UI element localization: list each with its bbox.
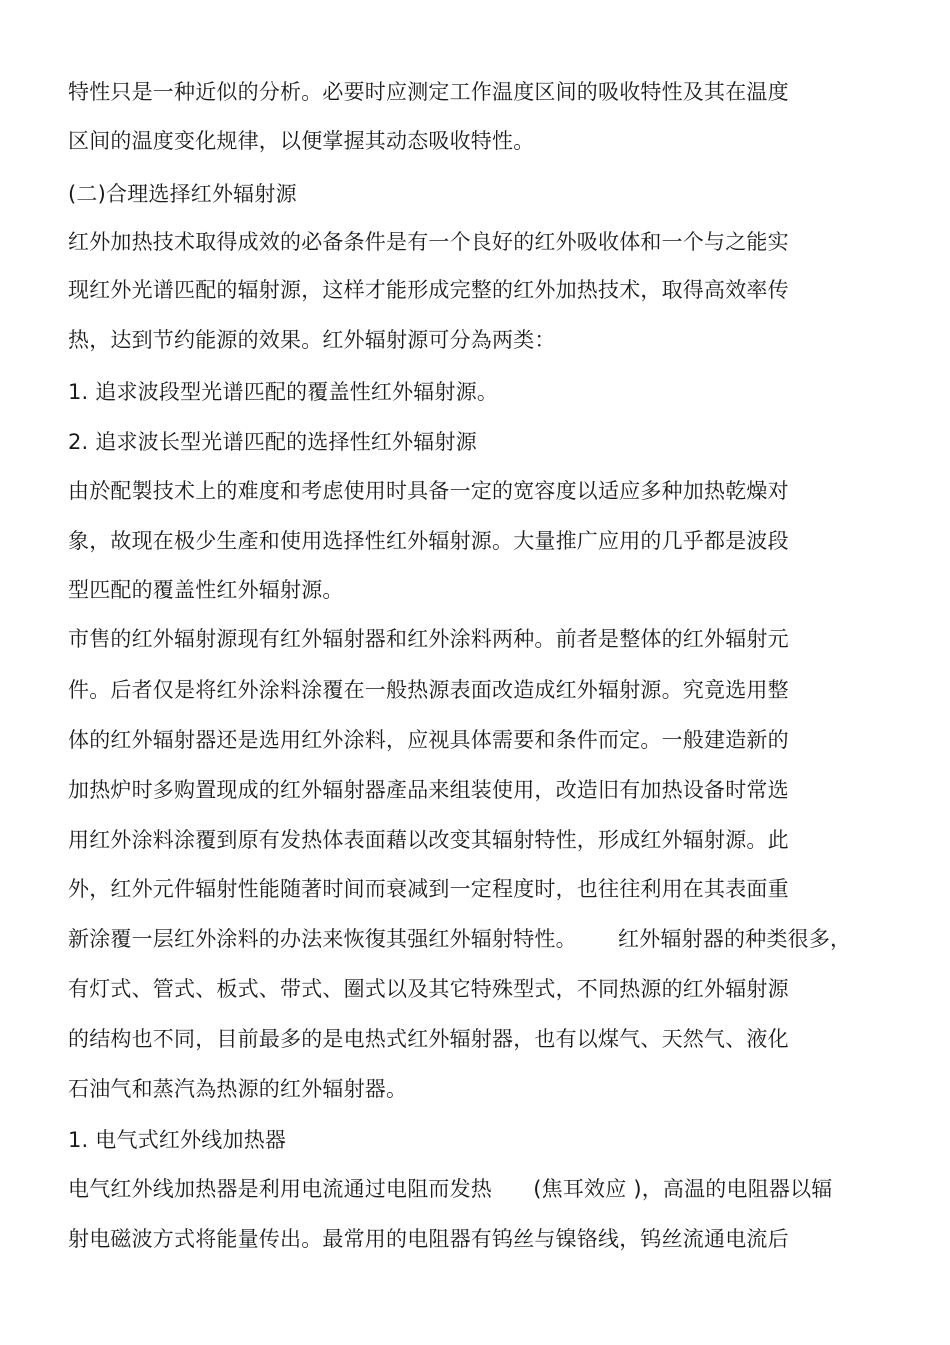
text-line: 型匹配的覆盖性红外辐射源。	[68, 578, 344, 602]
text-line: 用红外涂料涂覆到原有发热体表面藉以改变其辐射特性，形成红外辐射源。此	[68, 828, 789, 852]
list-item: 1. 追求波段型光谱匹配的覆盖性红外辐射源。	[68, 380, 499, 404]
text-line: 市售的红外辐射源现有红外辐射器和红外涂料两种。前者是整体的红外辐射元	[68, 627, 789, 651]
text-line: 加热炉时多购置现成的红外辐射器產品来组装使用，改造旧有加热设备时常选	[68, 778, 789, 802]
text-line: 热，达到节约能源的效果。红外辐射源可分為两类：	[68, 328, 556, 352]
text-line: 射电磁波方式将能量传出。最常用的电阻器有钨丝与镍铬线，钨丝流通电流后	[68, 1227, 789, 1251]
text-line: 现红外光谱匹配的辐射源，这样才能形成完整的红外加热技术，取得高效率传	[68, 278, 789, 302]
text-line: 区间的温度变化规律，以便掌握其动态吸收特性。	[68, 129, 535, 153]
list-item: 2. 追求波长型光谱匹配的选择性红外辐射源	[68, 430, 477, 454]
text-line: 由於配製技术上的难度和考虑使用时具备一定的宽容度以适应多种加热乾燥对	[68, 479, 789, 503]
text-line: 特性只是一种近似的分析。必要时应测定工作温度区间的吸收特性及其在温度	[68, 80, 789, 104]
text-line: 的结构也不同，目前最多的是电热式红外辐射器，也有以煤气、天然气、液化	[68, 1027, 789, 1051]
text-line: 外，红外元件辐射性能随著时间而衰减到一定程度时，也往往利用在其表面重	[68, 877, 789, 901]
text-line: 体的红外辐射器还是选用红外涂料，应视具体需要和条件而定。一般建造新的	[68, 728, 789, 752]
text-line: 红外加热技术取得成效的必备条件是有一个良好的红外吸收体和一个与之能实	[68, 230, 789, 254]
list-item: 1. 电气式红外线加热器	[68, 1128, 287, 1152]
text-line: 象，故现在极少生產和使用选择性红外辐射源。大量推广应用的几乎都是波段	[68, 529, 789, 553]
text-line: 件。后者仅是将红外涂料涂覆在一般热源表面改造成红外辐射源。究竟选用整	[68, 678, 789, 702]
text-line: 电气红外线加热器是利用电流通过电阻而发热 (焦耳效应 )，高温的电阻器以辐	[68, 1177, 833, 1201]
section-heading: (二)合理选择红外辐射源	[68, 182, 297, 206]
text-line: 新涂覆一层红外涂料的办法来恢復其强红外辐射特性。 红外辐射器的种类很多，	[68, 927, 852, 951]
text-line: 有灯式、管式、板式、带式、圈式以及其它特殊型式，不同热源的红外辐射源	[68, 977, 789, 1001]
text-line: 石油气和蒸汽為热源的红外辐射器。	[68, 1077, 408, 1101]
